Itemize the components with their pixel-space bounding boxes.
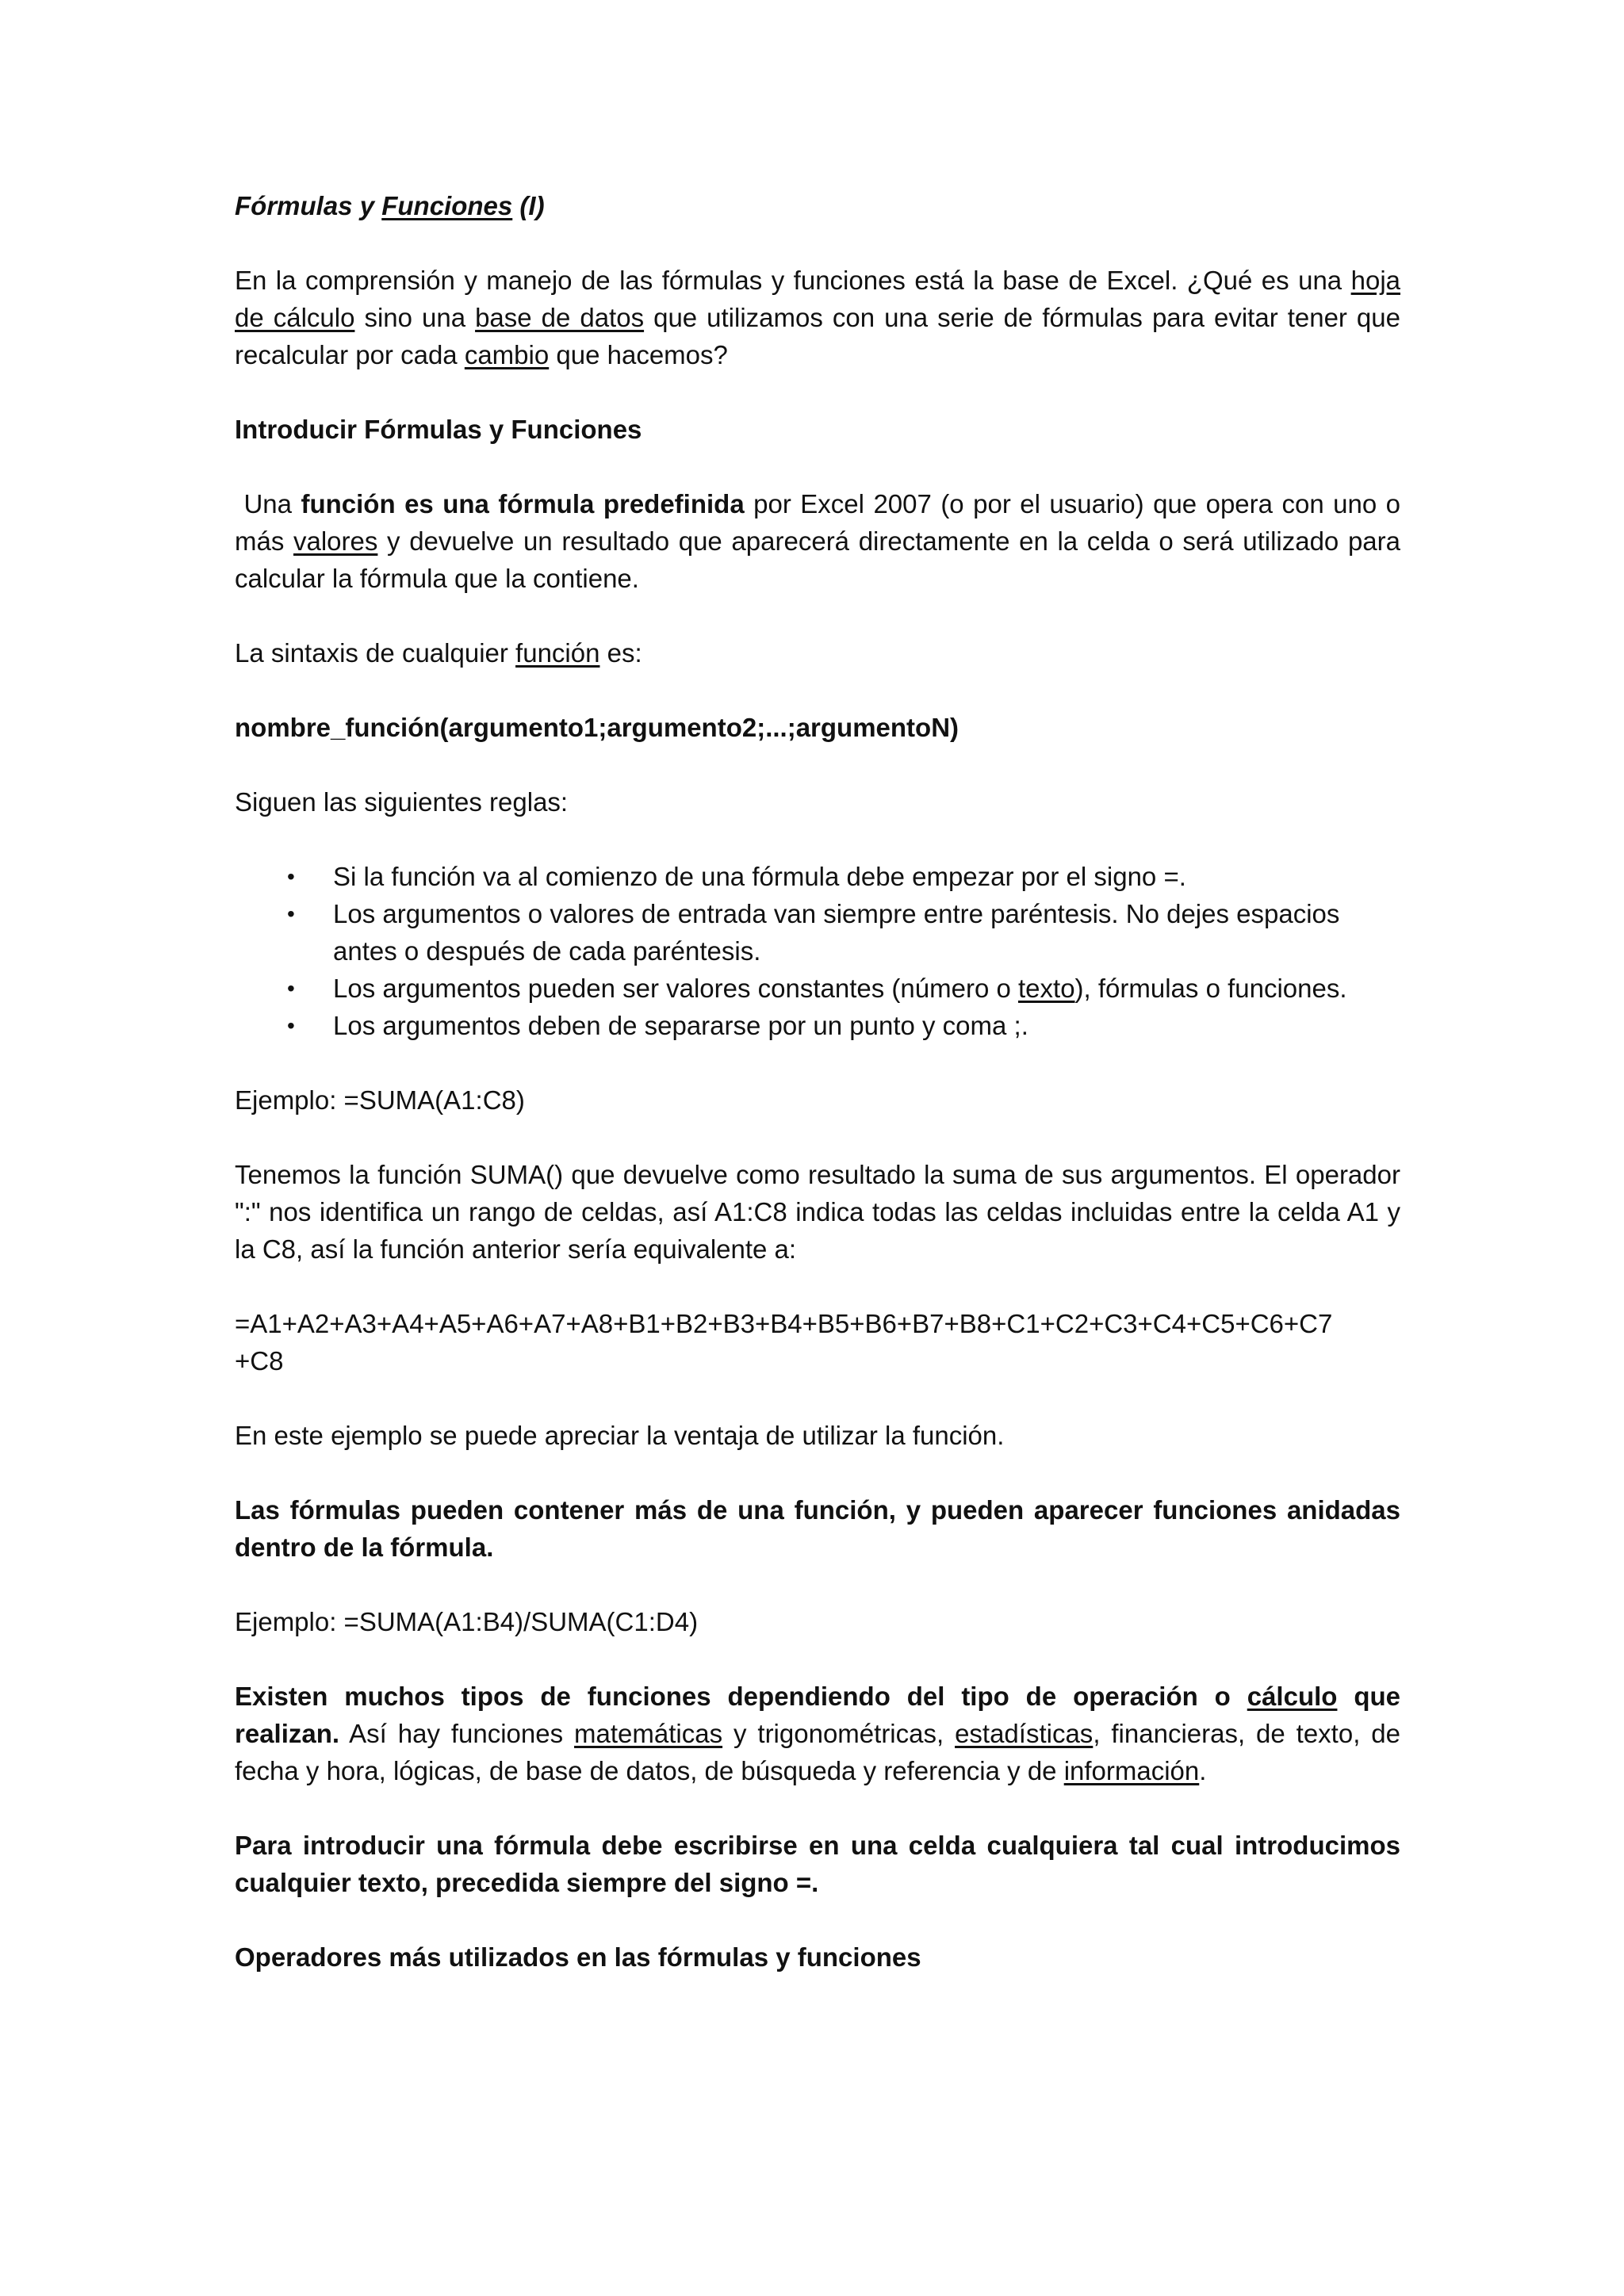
valores-link[interactable]: valores <box>293 526 378 556</box>
base-de-datos-link[interactable]: base de datos <box>475 303 645 332</box>
bullet-icon: • <box>287 976 295 1001</box>
matematicas-link[interactable]: matemáticas <box>574 1719 723 1748</box>
funciones-link[interactable]: Funciones <box>381 191 513 220</box>
list-item: • Los argumentos pueden ser valores constantes (número o texto), fórmulas o funciones. <box>333 970 1400 1007</box>
document-title: Fórmulas y Funciones (I) <box>235 191 545 220</box>
example-2: Ejemplo: =SUMA(A1:B4)/SUMA(C1:D4) <box>235 1607 699 1636</box>
estadisticas-link[interactable]: estadísticas <box>955 1719 1094 1748</box>
syntax-line: nombre_función(argumento1;argumento2;...;argumentoN) <box>235 713 959 742</box>
enter-formula-paragraph: Para introducir una fórmula debe escribirse en una celda cualquiera tal cual introducimos cualquier texto, precedida siempre del signo =. <box>235 1831 1400 1897</box>
heading-introducir: Introducir Fórmulas y Funciones <box>235 415 642 444</box>
bullet-icon: • <box>287 1013 295 1038</box>
types-paragraph: Existen muchos tipos de funciones dependiendo del tipo de operación o cálculo que realizan. Así hay funciones matemáticas y trigonométricas, estadísticas, financieras, de texto, de fecha y hora, lógicas, de base de datos, de búsqueda y referencia y de información. <box>235 1682 1400 1785</box>
rules-list <box>235 858 1400 1044</box>
intro-paragraph: En la comprensión y manejo de las fórmulas y funciones está la base de Excel. ¿Qué es una hoja de cálculo sino una base de datos que utilizamos con una serie de fórmulas para evitar tener que recalcular por cada cambio que hacemos? <box>235 266 1400 369</box>
list-item: • Los argumentos o valores de entrada van siempre entre paréntesis. No dejes espacios antes o después de cada paréntesis. <box>333 895 1400 970</box>
cambio-link[interactable]: cambio <box>464 340 550 369</box>
funcion-link[interactable]: función <box>515 638 600 668</box>
rules-intro: Siguen las siguientes reglas: <box>235 787 569 817</box>
calculo-link[interactable]: cálculo <box>1247 1682 1338 1711</box>
explanation-paragraph: Tenemos la función SUMA() que devuelve como resultado la suma de sus argumentos. El operador ":" nos identifica un rango de celdas, así A1:C8 indica todas las celdas incluidas entre la celda A1 y la C8, así la función anterior sería equivalente a: <box>235 1160 1400 1264</box>
advantage-paragraph: En este ejemplo se puede apreciar la ventaja de utilizar la función. <box>235 1421 1005 1450</box>
heading-operadores: Operadores más utilizados en las fórmulas y funciones <box>235 1942 921 1972</box>
bullet-icon: • <box>287 864 295 889</box>
hoja-de-calculo-link[interactable]: hoja de cálculo <box>235 266 1400 332</box>
expansion-formula: =A1+A2+A3+A4+A5+A6+A7+A8+B1+B2+B3+B4+B5+B6+B7+B8+C1+C2+C3+C4+C5+C6+C7 +C8 <box>235 1309 1333 1376</box>
list-item: • Si la función va al comienzo de una fórmula debe empezar por el signo =. <box>333 858 1400 895</box>
definition-paragraph: Una función es una fórmula predefinida por Excel 2007 (o por el usuario) que opera con uno o más valores y devuelve un resultado que aparecerá directamente en la celda o será utilizado para calcular la fórmula que la contiene. <box>235 489 1408 593</box>
syntax-intro: La sintaxis de cualquier función es: <box>235 638 642 668</box>
example-1: Ejemplo: =SUMA(A1:C8) <box>235 1085 525 1115</box>
texto-link[interactable]: texto <box>1018 974 1075 1003</box>
document-body <box>235 187 1408 2013</box>
list-item: • Los argumentos deben de separarse por un punto y coma ;. <box>333 1007 1400 1044</box>
nested-paragraph: Las fórmulas pueden contener más de una función, y pueden aparecer funciones anidadas dentro de la fórmula. <box>235 1495 1400 1562</box>
bullet-icon: • <box>287 901 295 926</box>
informacion-link[interactable]: información <box>1063 1756 1200 1785</box>
